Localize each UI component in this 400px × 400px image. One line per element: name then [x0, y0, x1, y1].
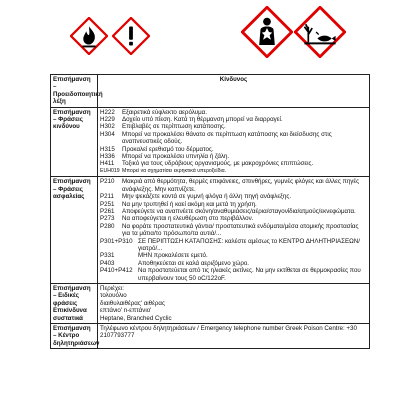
precautionary-statement: P251 Να μην τρυπηθεί ή καεί ακόμη και μετά τη χρήση. [100, 200, 257, 208]
ingredient-line: επτάνιο' n-επτάνιο' [100, 307, 152, 315]
signal-word-value: Κίνδυνος [98, 75, 370, 108]
precautionary-statements-label: Επισήμανση – Φράσεις ασφαλείας [51, 177, 98, 284]
environment-icon [294, 6, 346, 58]
ingredient-line: Heptane, Branched Cyclic [100, 314, 172, 322]
hazard-statement: H222 Εξαιρετικά εύφλεκτο αερόλυμα. [100, 108, 207, 116]
special-phrases-cell [98, 283, 370, 323]
special-phrases-label: Επισήμανση – Ειδικές φράσεις Επικίνδυνα συστατικά [51, 283, 98, 323]
precautionary-statement: P403 Αποθηκεύεται σε καλά αεριζόμενο χώρο. [100, 259, 249, 267]
ingredient-line: Περιέχει: [100, 284, 124, 292]
poison-centre-row [51, 324, 370, 349]
hazard-label-table [50, 74, 370, 349]
precautionary-statement: P261 Αποφεύγετε να αναπνέετε σκόνη/αναθυμιάσεις/αέρια/σταγονίδια/ατμούς/εκνεφώματα. [100, 207, 356, 215]
precautionary-statement: P331 ΜΗΝ προκαλέσετε εμετό. [100, 252, 208, 260]
precautionary-statements-row [51, 177, 370, 284]
poison-centre-label: Επισήμανση – Κέντρο δηλητηριάσεων [51, 324, 98, 349]
pictogram-bar [0, 0, 400, 72]
hazard-statement: H315 Προκαλεί ερεθισμό του δέρματος. [100, 145, 214, 153]
precautionary-statement: P273 Να αποφεύγεται η ελευθέρωση στο περιβάλλον. [100, 215, 254, 223]
exclamation-mark-icon [112, 17, 150, 55]
precautionary-statement: P301+P310 ΣΕ ΠΕΡΙΠΤΩΣΗ ΚΑΤΑΠΟΣΗΣ: καλέστε αμέσως το ΚΕΝΤΡΟ ΔΗΛΗΤΗΡΙΑΣΕΩΝ/γιατρό/... [100, 237, 360, 252]
signal-word-row [51, 75, 370, 108]
hazard-statements-label: Επισήμανση – Φράσεις κινδύνου [51, 107, 98, 177]
special-phrases-row [51, 283, 370, 323]
precautionary-statement: P280 Να φοράτε προστατευτικά γάντια/ προστατευτικά ενδύματα/μέσα ατομικής προστασίας για τα μάτια/το πρόσωπο/τα αυτιά/... [100, 222, 359, 238]
flame-icon [70, 17, 108, 55]
hazard-statement: H304 Μπορεί να προκαλέσει θάνατο σε περίπτωση κατάποσης και διείσδυσης στις αναπνευστικές οδούς. [100, 130, 332, 146]
hazard-statement: H302 Επιβλαβές σε περίπτωση κατάποσης. [100, 123, 226, 131]
hazard-statements-row [51, 107, 370, 177]
precautionary-statements-cell [98, 177, 370, 284]
poison-centre-text: Τηλέφωνο κέντρου δηλητηριάσεων / Emergency telephone number Greek Poison Centre: +30 2107793777 [98, 324, 370, 349]
hazard-statement: H336 Μπορεί να προκαλέσει υπνηλία ή ζάλη. [100, 153, 230, 161]
hazard-statement: H229 Δοχείο υπό πίεση. Κατά τη θέρμανση μπορεί να διαρραγεί. [100, 116, 283, 124]
ingredient-line: τολουόλιο [100, 292, 127, 300]
precautionary-statement: P210 Μακριά από θερμότητα, θερμές επιφάνειες, σπινθήρες, γυμνές φλόγες και άλλες πηγές ανάφλεξης. Μην καπνίζετε. [100, 178, 360, 193]
precautionary-statement: P410+P412 Να προστατεύεται από τις ηλιακές ακτίνες. Να μην εκτίθεται σε θερμοκρασίες που υπερβαίνουν τους 50 oC/122oF. [100, 267, 361, 282]
precautionary-statement: P211 Μην ψεκάζετε κοντά σε γυμνή φλόγα ή άλλη πηγή ανάφλεξης. [100, 193, 292, 201]
health-hazard-icon [241, 6, 293, 58]
euh-statement: EUH019 Μπορεί να σχηματίσει εκρηκτικά υπεροξείδια. [100, 167, 227, 174]
hazard-statements-cell [98, 107, 370, 177]
ingredient-line: διαιθυλαιθέρας' αιθέρας [100, 299, 165, 307]
hazard-statement: H411 Τοξικό για τους υδρόβιους οργανισμούς, με μακροχρόνιες επιπτώσεις. [100, 160, 314, 168]
signal-word-label: Επισήμανση – Προειδοποιητική λέξη [51, 75, 98, 108]
